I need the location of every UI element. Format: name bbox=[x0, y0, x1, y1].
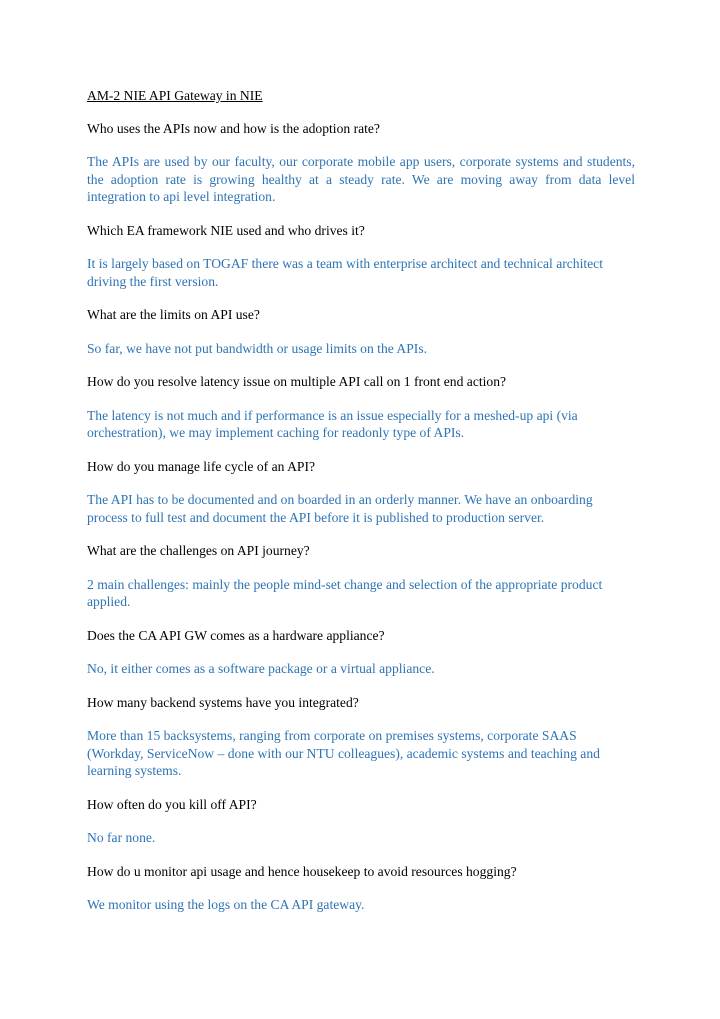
answer-1: The APIs are used by our faculty, our corporate mobile app users, corporate systems and students, the adoption rate is growing healthy at a steady rate. We are moving away from data level integration to api level integration. bbox=[87, 154, 635, 204]
answer-5: The API has to be documented and on boarded in an orderly manner. We have an onboarding process to full test and document the API before it is published to production server. bbox=[87, 492, 593, 525]
answer-10: We monitor using the logs on the CA API gateway. bbox=[87, 897, 365, 912]
document-title: AM-2 NIE API Gateway in NIE bbox=[87, 88, 263, 103]
question-7: Does the CA API GW comes as a hardware appliance? bbox=[87, 627, 385, 643]
question-10: How do u monitor api usage and hence housekeep to avoid resources hogging? bbox=[87, 863, 517, 879]
answer-2: It is largely based on TOGAF there was a team with enterprise architect and technical architect driving the first version. bbox=[87, 256, 603, 289]
question-5: How do you manage life cycle of an API? bbox=[87, 458, 316, 474]
question-6: What are the challenges on API journey? bbox=[87, 543, 310, 558]
answer-8: More than 15 backsystems, ranging from corporate on premises systems, corporate SAAS (Workday, ServiceNow – done with our NTU colleagues), academic systems and teaching and learning systems. bbox=[87, 728, 600, 778]
answer-4: The latency is not much and if performance is an issue especially for a meshed-up api (via orchestration), we may implement caching for readonly type of APIs. bbox=[87, 407, 578, 440]
answer-3: So far, we have not put bandwidth or usage limits on the APIs. bbox=[87, 340, 428, 356]
question-1: Who uses the APIs now and how is the adoption rate? bbox=[87, 120, 380, 136]
question-4: How do you resolve latency issue on multiple API call on 1 front end action? bbox=[87, 374, 507, 389]
question-2: Which EA framework NIE used and who drives it? bbox=[87, 222, 365, 238]
answer-6: 2 main challenges: mainly the people mind-set change and selection of the appropriate product applied. bbox=[87, 576, 603, 609]
question-3: What are the limits on API use? bbox=[87, 307, 260, 322]
answer-9: No far none. bbox=[87, 830, 156, 845]
question-8: How many backend systems have you integrated? bbox=[87, 694, 359, 710]
question-9: How often do you kill off API? bbox=[87, 796, 257, 812]
answer-7: No, it either comes as a software package or a virtual appliance. bbox=[87, 661, 435, 676]
document-page bbox=[87, 87, 635, 930]
